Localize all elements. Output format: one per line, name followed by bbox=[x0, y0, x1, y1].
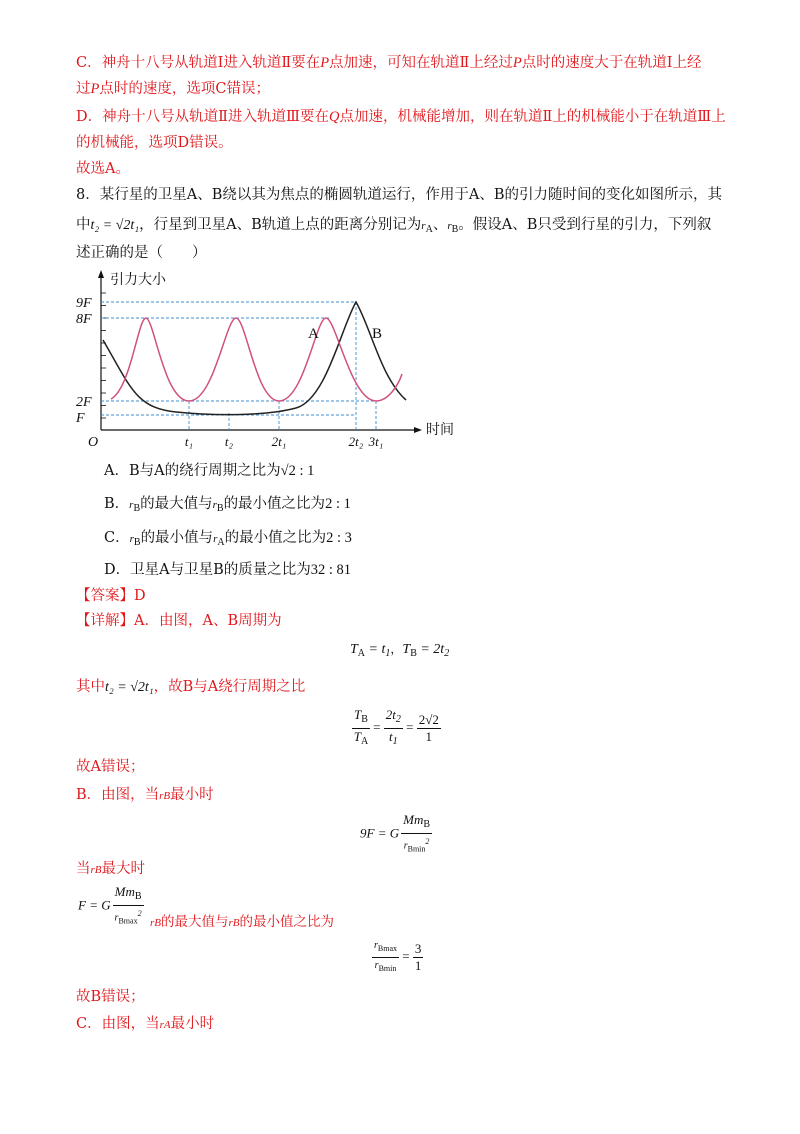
var-rb: r bbox=[129, 499, 134, 511]
b-line bbox=[76, 785, 214, 806]
sub: A bbox=[217, 537, 225, 548]
text: 其中 bbox=[76, 679, 105, 695]
option-d bbox=[104, 560, 351, 580]
text: 的最大值与 bbox=[140, 496, 213, 512]
var-rb: rB bbox=[90, 864, 102, 876]
text: C． bbox=[104, 530, 130, 546]
text: 最小时 bbox=[170, 1016, 215, 1032]
var-p: P bbox=[90, 81, 100, 97]
sub: B bbox=[133, 537, 141, 548]
series-b-curve bbox=[103, 302, 406, 415]
equation-period-ratio: $\frac{T_B}{T_A}$ = $\frac{2t_2}{t_1}$ = $\frac{2√2}{1}$ bbox=[353, 707, 439, 747]
text: 中 bbox=[76, 217, 91, 233]
text: 的最小值之比为 bbox=[239, 914, 334, 930]
a-wrong: 故A错误； bbox=[76, 759, 145, 775]
y-tick-8f: 8F bbox=[76, 312, 92, 327]
value: 32 : 81 bbox=[310, 562, 352, 578]
text: ，故B与A绕行周期之比 bbox=[153, 679, 306, 695]
when-max-line bbox=[76, 859, 145, 880]
text: 过 bbox=[76, 81, 91, 97]
var-rb: r bbox=[212, 499, 217, 511]
text: D．神舟十八号从轨道Ⅱ进入轨道Ⅲ要在 bbox=[76, 109, 329, 125]
chart-series bbox=[103, 302, 406, 415]
value: √2 : 1 bbox=[280, 463, 315, 479]
series-a-label: A bbox=[308, 326, 319, 342]
origin-label: O bbox=[88, 435, 99, 450]
answer-label: 【答案】D bbox=[76, 588, 146, 604]
detail-label: 【详解】A．由图，A、B周期为 bbox=[76, 613, 282, 629]
series-b-label: B bbox=[372, 326, 383, 342]
text: 的最小值之比为 bbox=[223, 496, 326, 512]
sub: A bbox=[425, 224, 433, 235]
text: 。假设A、B只受到行星的引力，下列叙 bbox=[458, 217, 712, 233]
sub: B bbox=[451, 224, 459, 235]
sub: B bbox=[133, 503, 141, 514]
text: 点时的速度大于在轨道Ⅰ上经 bbox=[521, 55, 702, 71]
equation-t2: t₂ = √2t₁ bbox=[90, 218, 140, 233]
conclusion: 故选A。 bbox=[76, 161, 130, 177]
sub: B bbox=[216, 503, 224, 514]
equation-f: F = G $\frac{Mm_B}{r_{Bmax}^2}$ bbox=[78, 884, 142, 926]
force-time-chart bbox=[76, 268, 466, 453]
text: 点加速，可知在轨道Ⅱ上经过 bbox=[329, 55, 513, 71]
option-b bbox=[104, 494, 351, 519]
var-ra: r bbox=[421, 220, 426, 232]
where-line bbox=[76, 677, 305, 698]
question-line3: 述正确的是（ ） bbox=[76, 245, 207, 261]
text: C．神舟十八号从轨道Ⅰ进入轨道Ⅱ要在 bbox=[76, 55, 321, 71]
x-axis-arrow bbox=[414, 427, 422, 433]
x-tick-label: 3t₁ bbox=[368, 434, 384, 449]
var-rb: rB bbox=[159, 790, 171, 802]
var-q: Q bbox=[328, 109, 340, 125]
explanation-c-line1 bbox=[76, 53, 702, 73]
text: 的最大值与 bbox=[161, 914, 229, 930]
x-tick-label: 2t₁ bbox=[271, 434, 287, 449]
var-ra: r bbox=[213, 533, 218, 545]
var-rb: rB bbox=[150, 917, 161, 929]
b-wrong: 故B错误； bbox=[76, 989, 145, 1005]
equation-periods: $T_A = t_1$，$T_B = 2t_2$ bbox=[350, 642, 450, 659]
x-axis-label: 时间 bbox=[426, 422, 454, 438]
var-p: P bbox=[512, 55, 522, 71]
text: 、 bbox=[432, 217, 448, 233]
text: C．由图，当 bbox=[76, 1016, 160, 1032]
x-tick-label: 2t₂ bbox=[348, 434, 364, 449]
equation-t2: t₂ = √2t₁ bbox=[105, 680, 154, 695]
x-tick-label: t₂ bbox=[224, 434, 234, 449]
value: 2 : 1 bbox=[325, 496, 351, 512]
c-line bbox=[76, 1014, 214, 1035]
var-rb: r bbox=[447, 220, 452, 232]
equation-rb-ratio: $\frac{r_{Bmax}}{r_{Bmin}}$ = $\frac{3}{1}$ bbox=[374, 940, 422, 973]
y-tick-f: F bbox=[76, 411, 85, 426]
question-line1: 8．某行星的卫星A、B绕以其为焦点的椭圆轨道运行，作用于A、B的引力随时间的变化如图所示，其 bbox=[76, 187, 722, 203]
option-a bbox=[104, 461, 314, 481]
text: 的最小值与 bbox=[140, 530, 214, 546]
y-axis-label: 引力大小 bbox=[110, 272, 166, 288]
text: 点加速，机械能增加，则在轨道Ⅱ上的机械能小于在轨道Ⅲ上 bbox=[339, 109, 726, 125]
option-c bbox=[104, 528, 352, 553]
text: 的最小值之比为 bbox=[224, 530, 327, 546]
y-tick-9f: 9F bbox=[76, 296, 92, 311]
text: B．由图，当 bbox=[76, 787, 160, 803]
value: 2 : 3 bbox=[326, 530, 352, 546]
text: 最大时 bbox=[101, 861, 145, 877]
y-tick-2f: 2F bbox=[76, 395, 92, 410]
explanation-d-line2: 的机械能，选项D错误。 bbox=[76, 135, 233, 151]
text: B． bbox=[104, 496, 130, 512]
chart-axes bbox=[76, 270, 454, 450]
text: 当 bbox=[76, 861, 91, 877]
text: D．卫星A与卫星B的质量之比为 bbox=[104, 562, 311, 578]
y-axis-arrow bbox=[98, 270, 104, 278]
x-tick-label: t₁ bbox=[184, 434, 194, 449]
var-rb: r bbox=[129, 533, 134, 545]
eq3-tail bbox=[150, 912, 334, 933]
var-rb: rB bbox=[228, 917, 240, 929]
text: A．B与A的绕行周期之比为 bbox=[104, 463, 281, 479]
text: 点时的速度，选项C错误； bbox=[99, 81, 270, 97]
text: 最小时 bbox=[170, 787, 214, 803]
explanation-d-line1 bbox=[76, 107, 726, 127]
explanation-c-line2 bbox=[76, 79, 270, 99]
text: ，行星到卫星A、B轨道上点的距离分别记为 bbox=[139, 217, 422, 233]
var-ra: rA bbox=[159, 1019, 171, 1031]
var-p: P bbox=[320, 55, 330, 71]
series-a-curve bbox=[111, 318, 402, 401]
question-line2 bbox=[76, 215, 711, 240]
equation-9f: 9F = G $\frac{Mm_B}{r_{Bmin}^2}$ bbox=[360, 812, 430, 854]
